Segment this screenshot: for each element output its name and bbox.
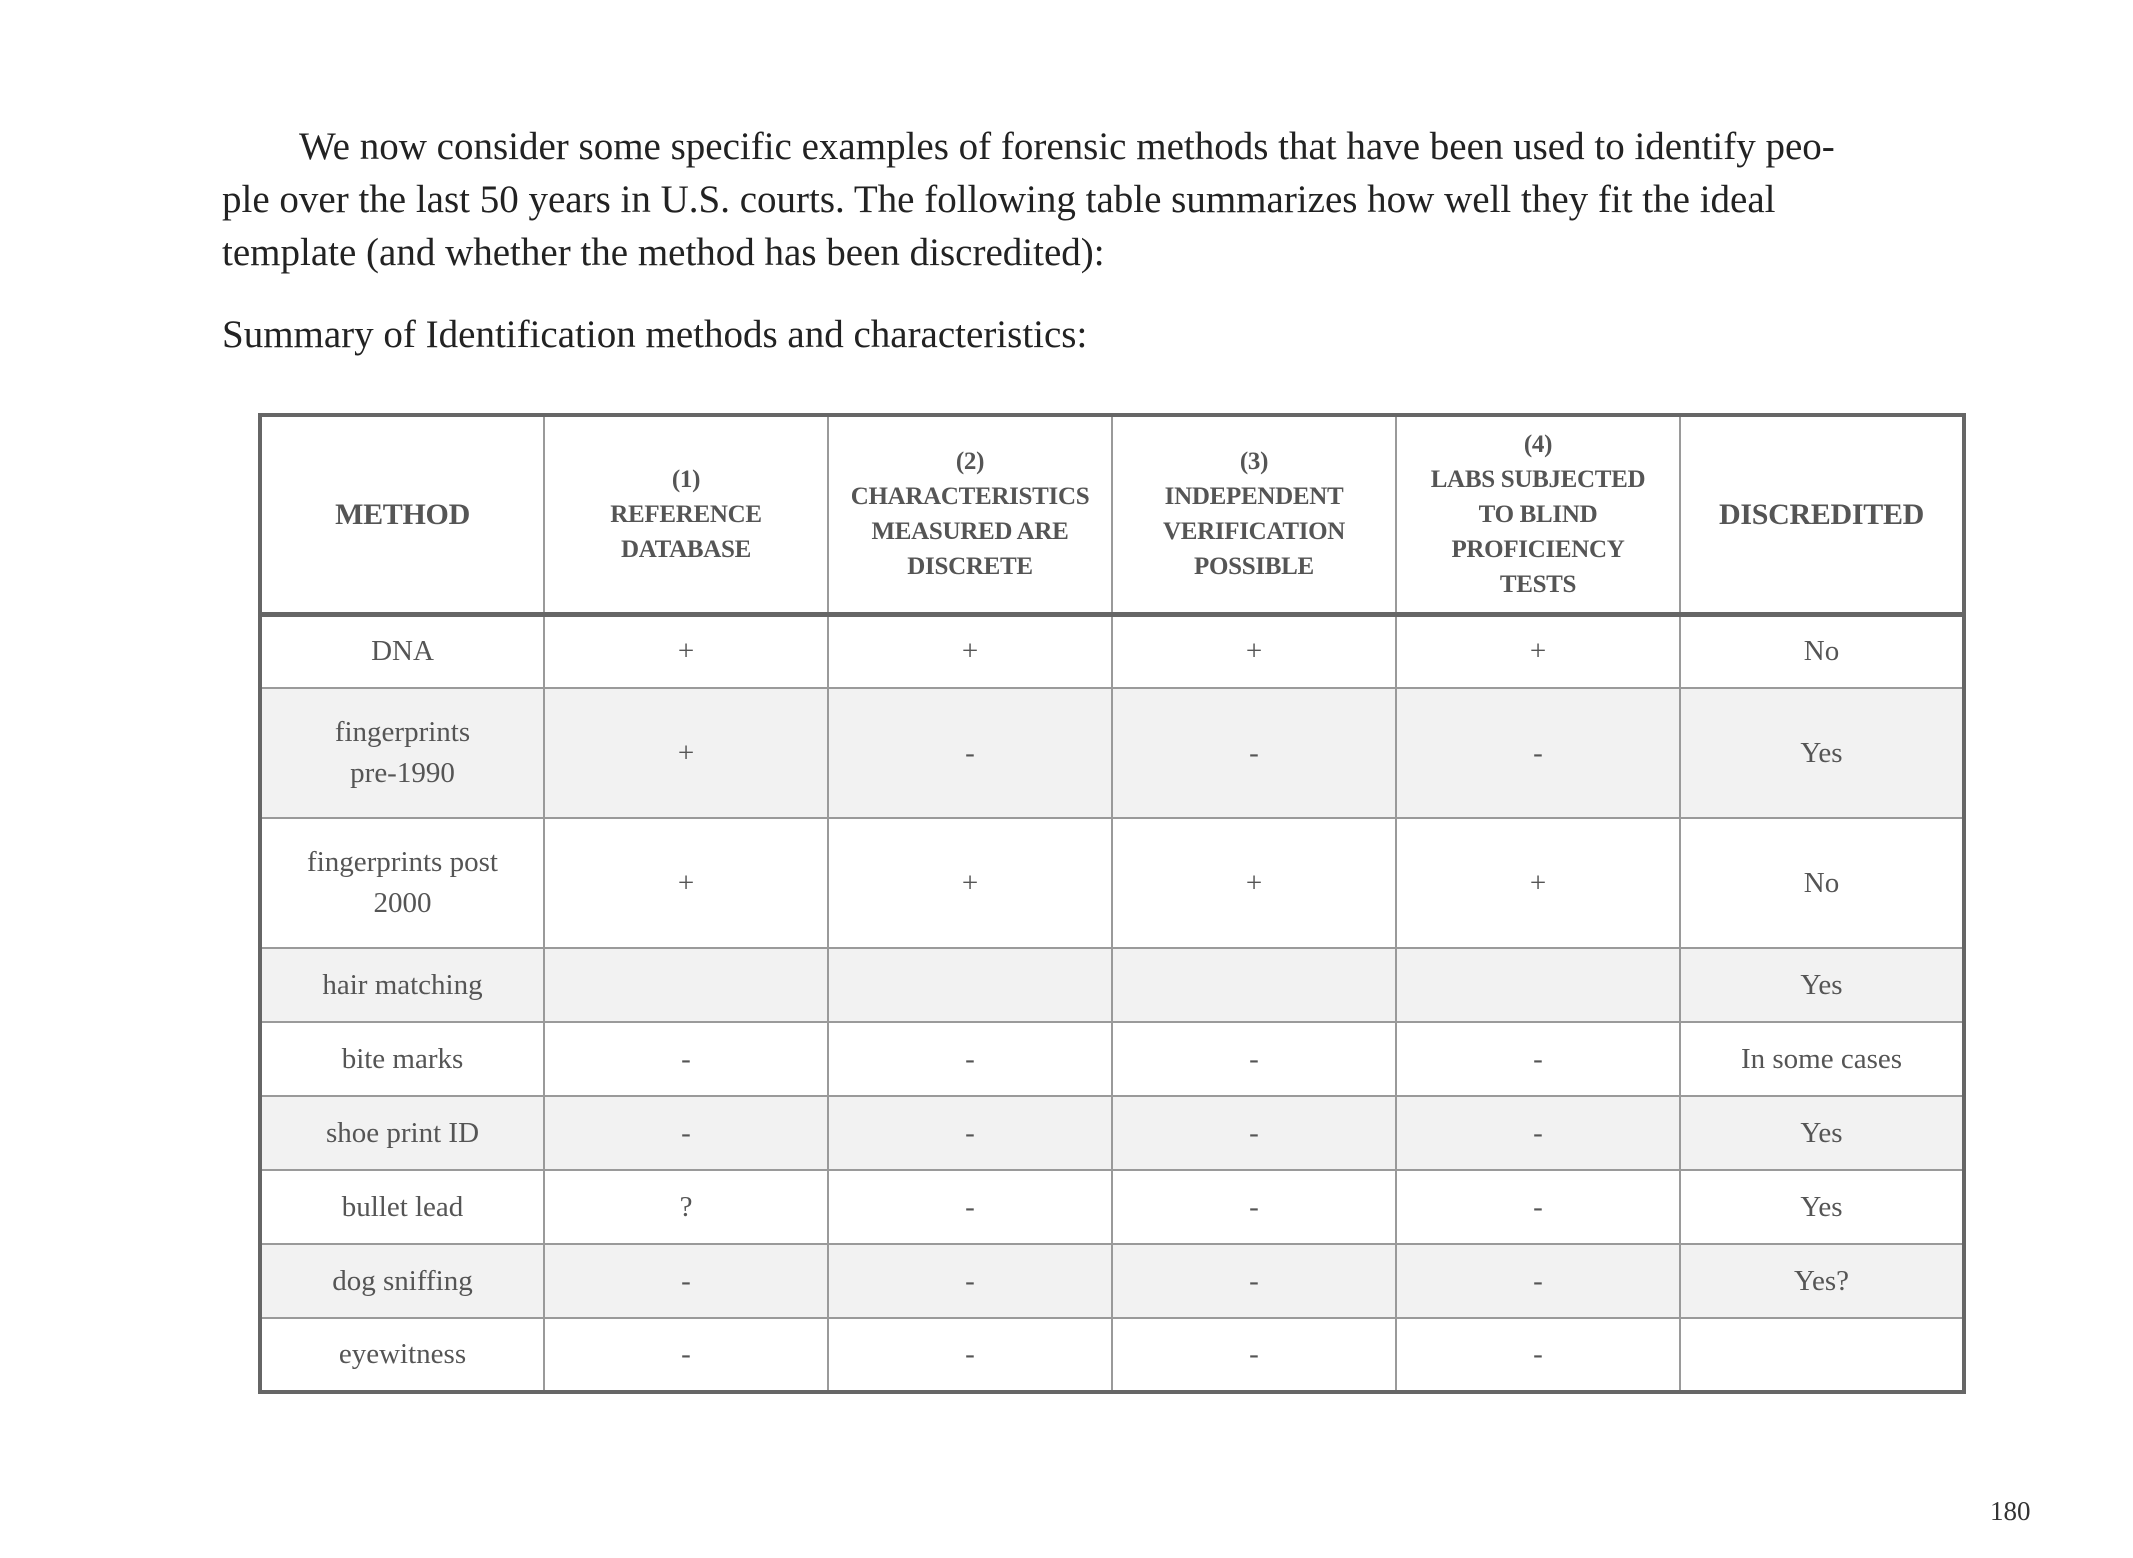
- header-method: [260, 415, 544, 614]
- paragraph-line: ple over the last 50 years in U.S. courts. The following table summarizes how well they fit the ideal: [222, 178, 1776, 221]
- reference-database-cell: +: [544, 614, 828, 688]
- discredited-cell: Yes: [1680, 688, 1964, 818]
- discredited-cell: No: [1680, 614, 1964, 688]
- method-name-line: pre-1990: [350, 757, 455, 789]
- method-cell: [260, 1318, 544, 1392]
- table-row: [260, 688, 1964, 818]
- table-row: [260, 948, 1964, 1022]
- reference-database-cell: -: [544, 1318, 828, 1392]
- header-discredited: [1680, 415, 1964, 614]
- table-heading: Summary of Identification methods and characteristics:: [222, 313, 1088, 356]
- header-line: CHARACTERISTICS: [850, 483, 1090, 511]
- characteristics-discrete-cell: -: [828, 1318, 1112, 1392]
- discredited-cell: Yes: [1680, 948, 1964, 1022]
- header-line: REFERENCE: [610, 500, 762, 528]
- header-line: METHOD: [335, 497, 470, 531]
- characteristics-discrete-cell: [828, 948, 1112, 1022]
- reference-database-cell: -: [544, 1096, 828, 1170]
- discredited-cell: [1680, 1318, 1964, 1392]
- method-cell: [260, 1170, 544, 1244]
- method-name-line: dog sniffing: [332, 1264, 473, 1297]
- intro-paragraph: [222, 120, 1982, 279]
- blind-proficiency-cell: [1396, 948, 1680, 1022]
- header-line: POSSIBLE: [1194, 553, 1314, 581]
- blind-proficiency-cell: +: [1396, 614, 1680, 688]
- table-row: [260, 1318, 1964, 1392]
- method-name-line: eyewitness: [338, 1338, 467, 1370]
- header-line: (1): [671, 465, 701, 493]
- method-name-line: fingerprints: [334, 716, 471, 748]
- header-characteristics-discrete: [828, 415, 1112, 614]
- header-line: (2): [955, 448, 985, 476]
- page-number: 180: [1990, 1496, 2031, 1526]
- characteristics-discrete-cell: -: [828, 688, 1112, 818]
- method-name-line: DNA: [371, 635, 434, 668]
- discredited-cell: Yes: [1680, 1096, 1964, 1170]
- blind-proficiency-cell: -: [1396, 688, 1680, 818]
- header-line: TESTS: [1499, 570, 1577, 598]
- method-cell: [260, 948, 544, 1022]
- header-independent-verification: [1112, 415, 1396, 614]
- reference-database-cell: [544, 948, 828, 1022]
- table-row: [260, 1096, 1964, 1170]
- blind-proficiency-cell: -: [1396, 1170, 1680, 1244]
- method-name-line: bite marks: [341, 1042, 464, 1075]
- table-row: [260, 1170, 1964, 1244]
- header-line: (4): [1523, 430, 1553, 458]
- reference-database-cell: ?: [544, 1170, 828, 1244]
- independent-verification-cell: -: [1112, 1096, 1396, 1170]
- paragraph-line: We now consider some specific examples of forensic methods that have been used to identify peo-: [299, 125, 1835, 168]
- method-cell: [260, 1096, 544, 1170]
- method-cell: [260, 818, 544, 948]
- characteristics-discrete-cell: +: [828, 818, 1112, 948]
- header-line: TO BLIND: [1478, 500, 1598, 528]
- method-cell: [260, 614, 544, 688]
- characteristics-discrete-cell: +: [828, 614, 1112, 688]
- reference-database-cell: +: [544, 688, 828, 818]
- discredited-cell: No: [1680, 818, 1964, 948]
- header-line: DATABASE: [620, 535, 752, 563]
- blind-proficiency-cell: -: [1396, 1096, 1680, 1170]
- method-name-line: hair matching: [322, 968, 483, 1001]
- independent-verification-cell: -: [1112, 1022, 1396, 1096]
- blind-proficiency-cell: -: [1396, 1022, 1680, 1096]
- header-line: DISCREDITED: [1718, 497, 1925, 531]
- header-blind-proficiency-tests: [1396, 415, 1680, 614]
- method-name-line: bullet lead: [341, 1190, 464, 1223]
- header-line: INDEPENDENT: [1164, 483, 1344, 511]
- independent-verification-cell: +: [1112, 614, 1396, 688]
- method-cell: [260, 1022, 544, 1096]
- header-line: PROFICIENCY: [1451, 535, 1625, 563]
- method-cell: [260, 1244, 544, 1318]
- characteristics-discrete-cell: -: [828, 1244, 1112, 1318]
- independent-verification-cell: +: [1112, 818, 1396, 948]
- blind-proficiency-cell: -: [1396, 1318, 1680, 1392]
- characteristics-discrete-cell: -: [828, 1096, 1112, 1170]
- independent-verification-cell: [1112, 948, 1396, 1022]
- header-row: [260, 415, 1964, 614]
- discredited-cell: Yes?: [1680, 1244, 1964, 1318]
- header-line: DISCRETE: [907, 553, 1033, 581]
- method-name-line: 2000: [373, 887, 432, 919]
- independent-verification-cell: -: [1112, 1170, 1396, 1244]
- identification-methods-table: [258, 413, 1966, 1394]
- table-row: [260, 818, 1964, 948]
- reference-database-cell: -: [544, 1244, 828, 1318]
- header-line: MEASURED ARE: [871, 518, 1069, 546]
- paragraph-line: template (and whether the method has been discredited):: [222, 231, 1105, 274]
- reference-database-cell: -: [544, 1022, 828, 1096]
- blind-proficiency-cell: +: [1396, 818, 1680, 948]
- method-name-line: shoe print ID: [325, 1116, 480, 1149]
- method-cell: [260, 688, 544, 818]
- table-row: [260, 1022, 1964, 1096]
- discredited-cell: Yes: [1680, 1170, 1964, 1244]
- table-row: [260, 1244, 1964, 1318]
- independent-verification-cell: -: [1112, 1318, 1396, 1392]
- table-row: [260, 614, 1964, 688]
- header-line: VERIFICATION: [1162, 518, 1346, 546]
- reference-database-cell: +: [544, 818, 828, 948]
- characteristics-discrete-cell: -: [828, 1022, 1112, 1096]
- header-line: LABS SUBJECTED: [1430, 465, 1646, 493]
- header-reference-database: [544, 415, 828, 614]
- discredited-cell: In some cases: [1680, 1022, 1964, 1096]
- method-name-line: fingerprints post: [307, 846, 498, 878]
- header-line: (3): [1239, 448, 1269, 476]
- independent-verification-cell: -: [1112, 688, 1396, 818]
- blind-proficiency-cell: -: [1396, 1244, 1680, 1318]
- characteristics-discrete-cell: -: [828, 1170, 1112, 1244]
- independent-verification-cell: -: [1112, 1244, 1396, 1318]
